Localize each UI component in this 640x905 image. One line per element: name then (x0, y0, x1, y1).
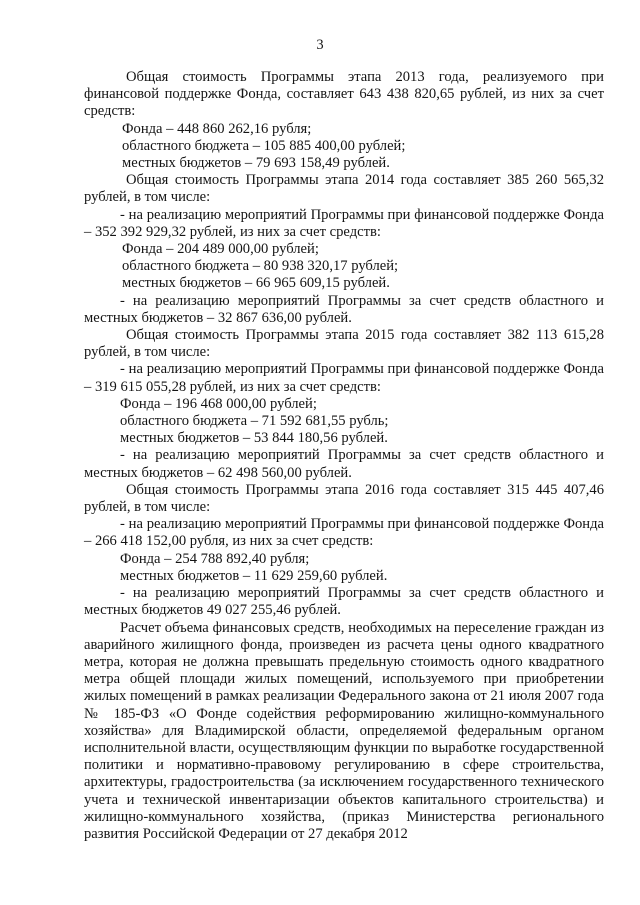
paragraph-2014-fund-part: - на реализацию мероприятий Программы при финансовой поддержке Фонда – 352 392 929,32 рублей, из них за счет средств: (84, 206, 604, 240)
line-2013-regional: областного бюджета – 105 885 400,00 рублей; (122, 137, 406, 154)
line-2016-local: местных бюджетов – 11 629 259,60 рублей. (120, 567, 388, 584)
document-body (84, 69, 604, 843)
paragraph-2016-total: Общая стоимость Программы этапа 2016 года составляет 315 445 407,46 рублей, в том числе: (84, 481, 604, 516)
paragraph-2013-total: Общая стоимость Программы этапа 2013 года, реализуемого при финансовой поддержке Фонда, составляет 643 438 820,65 рублей, из них за счет средств: (84, 69, 604, 120)
paragraph-2014-budget-part: - на реализацию мероприятий Программы за счет средств областного и местных бюджетов – 32 867 636,00 рублей. (84, 292, 604, 326)
line-2014-regional: областного бюджета – 80 938 320,17 рублей; (122, 258, 399, 275)
line-2016-fund: Фонда – 254 788 892,40 рубля; (120, 550, 310, 567)
line-2015-local: местных бюджетов – 53 844 180,56 рублей. (120, 430, 388, 447)
paragraph-2015-fund-part: - на реализацию мероприятий Программы при финансовой поддержке Фонда – 319 615 055,28 рублей, из них за счет средств: (84, 361, 604, 395)
paragraph-calculation: Расчет объема финансовых средств, необходимых на переселение граждан из аварийного жилищного фонда, произведен из расчета цены одного квадратного метра, которая не должна превышать предельную стоимость одного квадратного метра общей площади жилых помещений, используемого при приобретении жилых помещений в рамках реализации Федерального закона от 21 июля 2007 года № 185-ФЗ «О Фонде содействия реформированию жилищно-коммунального хозяйства» для Владимирской области, определяемой федеральным органом исполнительной власти, осуществляющим функции по выработке государственной политики и нормативно-правовому регулированию в сфере строительства, архитектуры, градостроительства (за исключением государственного технического учета и технической инвентаризации объектов капитального строительства) и жилищно-коммунального хозяйства, (приказ Министерства регионального развития Российской Федерации от 27 декабря 2012 (84, 619, 604, 842)
paragraph-2014-total: Общая стоимость Программы этапа 2014 года составляет 385 260 565,32 рублей, в том числе: (84, 172, 604, 206)
line-2014-fund: Фонда – 204 489 000,00 рублей; (122, 241, 319, 258)
line-2014-local: местных бюджетов – 66 965 609,15 рублей. (122, 275, 390, 292)
paragraph-2015-budget-part: - на реализацию мероприятий Программы за счет средств областного и местных бюджетов – 62 498 560,00 рублей. (84, 447, 604, 481)
line-2013-fund: Фонда – 448 860 262,16 рубля; (122, 120, 312, 137)
line-2013-local: местных бюджетов – 79 693 158,49 рублей. (122, 155, 390, 172)
line-2015-fund: Фонда – 196 468 000,00 рублей; (120, 395, 317, 412)
paragraph-2015-total: Общая стоимость Программы этапа 2015 года составляет 382 113 615,28 рублей, в том числе: (84, 327, 604, 361)
line-2015-regional: областного бюджета – 71 592 681,55 рубль; (120, 413, 389, 430)
paragraph-2016-budget-part: - на реализацию мероприятий Программы за счет средств областного и местных бюджетов 49 027 255,46 рублей. (84, 585, 604, 619)
page-number: 3 (316, 37, 324, 53)
paragraph-2016-fund-part: - на реализацию мероприятий Программы при финансовой поддержке Фонда – 266 418 152,00 рубля, из них за счет средств: (84, 516, 604, 550)
